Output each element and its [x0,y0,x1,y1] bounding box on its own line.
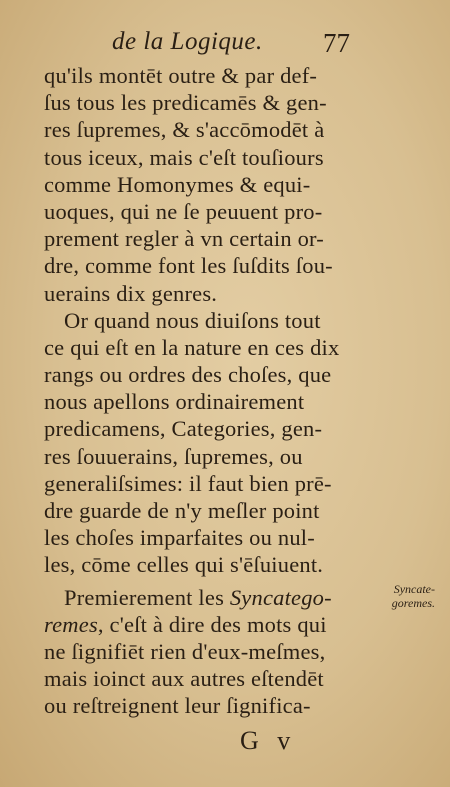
text-line: uerains dix genres. [44,280,218,306]
text-line: les, cōme celles qui s'ēſuiuent. [44,552,324,578]
text-line: res ſouuerains, ſupremes, ou [44,443,303,469]
text-line: tous iceux, mais c'eſt touſiours [44,144,324,170]
page-header [0,28,450,62]
paragraph-start-line: Or quand nous diuiſons tout [64,307,321,333]
text-line: ne ſignifiēt rien d'eux-meſmes, [44,638,326,664]
text-line: ou reſtreignent leur ſignifica- [44,693,311,719]
text-line: qu'ils montēt outre & par def- [44,63,318,88]
text-line: nous apellons ordinairement [44,389,305,415]
text-line: dre guarde de n'y meſler point [44,498,320,523]
margin-note-line: goremes. [391,596,435,610]
text-span: Premierement les [64,584,230,610]
text-line: comme Homonymes & equi- [44,171,311,197]
text-line: generaliſsimes: il faut bien prē- [44,470,332,496]
text-line: predicamens, Categories, gen- [44,416,323,442]
italic-term: Syncatego- [229,584,332,610]
italic-term: remes [44,611,98,637]
text-line: rangs ou ordres des choſes, que [44,362,332,388]
text-line: les choſes imparfaites ou nul- [44,525,315,551]
text-line: mais ioinct aux autres eſtendēt [44,666,324,692]
page-number: 77 [323,28,350,58]
text-line: dre, comme font les ſuſdits ſou- [44,253,333,279]
text-line: ſus tous les predicamēs & gen- [44,90,327,116]
signature-mark: G v [240,726,297,755]
margin-note [367,582,435,610]
text-span: , c'eſt à dire des mots qui [97,611,327,637]
text-line: uoques, qui ne ſe peuuent pro- [44,198,323,224]
text-line [44,611,374,638]
margin-note-line: Syncate- [393,582,435,596]
running-head: de la Logique. [112,28,263,55]
paragraph-start-line [44,584,374,611]
text-line: prement regler à vn certain or- [44,226,324,252]
text-line: ce qui eſt en la nature en ces dix [44,334,340,360]
body-text [44,62,374,720]
text-line: res ſupremes, & s'accōmodēt à [44,117,325,143]
